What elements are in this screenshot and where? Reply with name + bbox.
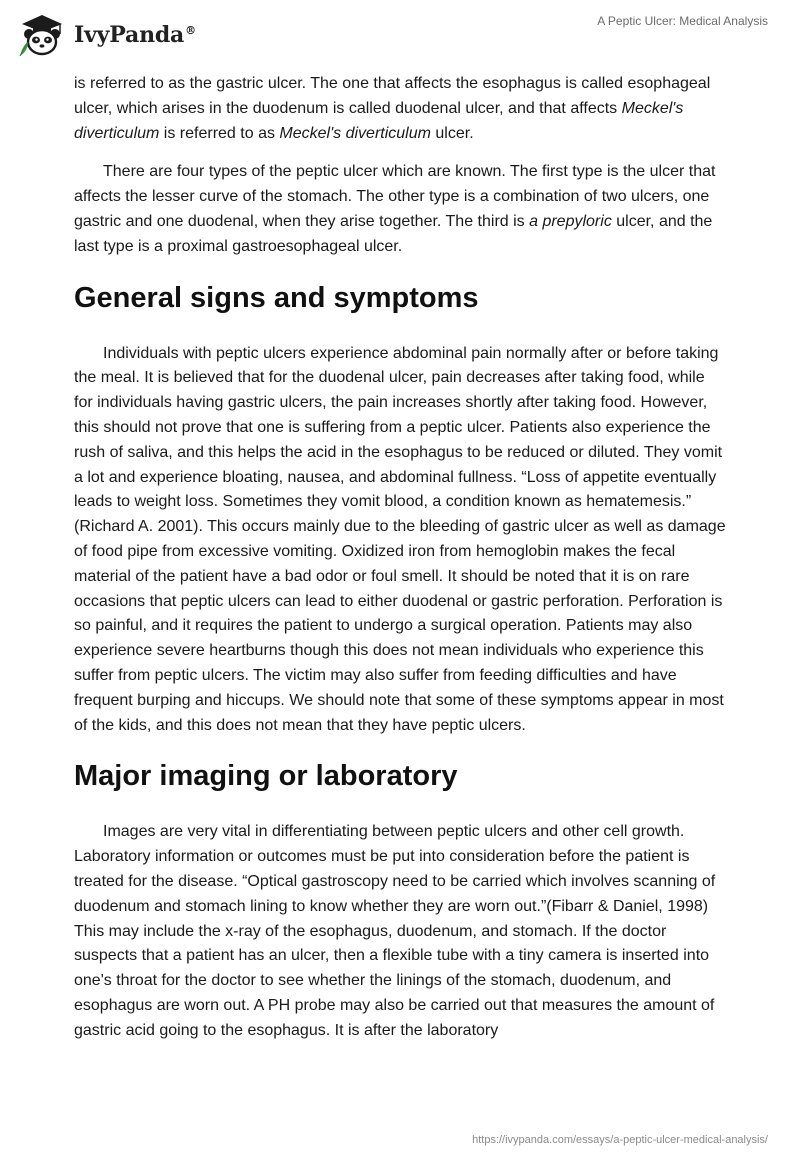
- paragraph-imaging-laboratory: Images are very vital in differentiating between peptic ulcers and other cell growth. Laboratory information or outcomes must be put into consideration before the patient is treated for the disease. “Optical gastroscopy need to be carried which involves scanning of duodenum and stomach lining to know whether they are worn out.”(Fibarr & Daniel, 1998) This may include the x-ray of the esophagus, duodenum, and stomach. If the doctor suspects that a patient has an ulcer, then a flexible tube with a tiny camera is inserted into one's throat for the doctor to see whether the linings of the stomach, duodenum, and esophagus are worn out. A PH probe may also be carried out that measures the amount of gastric acid going to the esophagus. It is after the laboratory: [74, 823, 716, 1039]
- heading-signs-symptoms: General signs and symptoms: [74, 281, 479, 314]
- paragraph-ulcer-types: [74, 160, 726, 259]
- italic-term: Meckel's diverticulum: [74, 99, 684, 142]
- text-run: is referred to as: [159, 124, 280, 142]
- italic-term: a prepyloric: [529, 212, 612, 230]
- heading-imaging-laboratory: Major imaging or laboratory: [74, 760, 458, 793]
- text-run: ulcer, and the last type is a proximal gastroesophageal ulcer.: [74, 212, 713, 255]
- registered-mark: ®: [185, 23, 196, 37]
- essay-body: [74, 72, 726, 1058]
- source-url[interactable]: https://ivypanda.com/essays/a-peptic-ulcer-medical-analysis/: [472, 1134, 768, 1146]
- text-run: ulcer.: [430, 124, 474, 142]
- brand-name: [74, 22, 196, 48]
- text-run: is referred to as the gastric ulcer. The one that affects the esophagus is called esophageal ulcer, which arises in the duodenum is called duodenal ulcer, and that affects: [74, 75, 711, 117]
- text-run: There are four types of the peptic ulcer which are known. The first type is the ulcer that affects the lesser curve of the stomach. The other type is a combination of two ulcers, one gastric and one duodenal, when they arise together. The third is: [74, 163, 716, 230]
- paragraph-ulcer-locations: [74, 72, 726, 146]
- brand-text: IvyPanda: [74, 22, 185, 48]
- document-title: A Peptic Ulcer: Medical Analysis: [597, 14, 768, 28]
- page-header: [0, 0, 800, 70]
- paragraph-signs-symptoms: Individuals with peptic ulcers experience abdominal pain normally after or before taking the meal. It is believed that for the duodenal ulcer, pain decreases after taking food, while for individuals having gastric ulcers, the pain increases shortly after taking food. However, this should not prove that one is suffering from a peptic ulcer. Patients also experience the rush of saliva, and this helps the acid in the esophagus to be reduced or diluted. They vomit a lot and experience bloating, nausea, and abdominal fullness. “Loss of appetite eventually leads to weight loss. Sometimes they vomit blood, a condition known as hematemesis.” (Richard A. 2001). This occurs mainly due to the bleeding of gastric ulcer as well as damage of food pipe from excessive vomiting. Oxidized iron from hemoglobin makes the fecal material of the patient have a bad odor or foul smell. It should be noted that it is on rare occasions that peptic ulcers can lead to either duodenal or gastric perforation. Perforation is so painful, and it requires the patient to undergo a surgical operation. Patients may also experience severe heartburns though this does not mean individuals who experience this suffer from peptic ulcers. The victim may also suffer from feeding difficulties and have frequent burping and hiccups. We should note that some of these symptoms appear in most of the kids, and this does not mean that they have peptic ulcers.: [74, 344, 726, 734]
- panda-graduate-icon: [16, 12, 68, 58]
- ivypanda-logo[interactable]: [16, 10, 196, 60]
- italic-term: Meckel's diverticulum: [279, 124, 431, 142]
